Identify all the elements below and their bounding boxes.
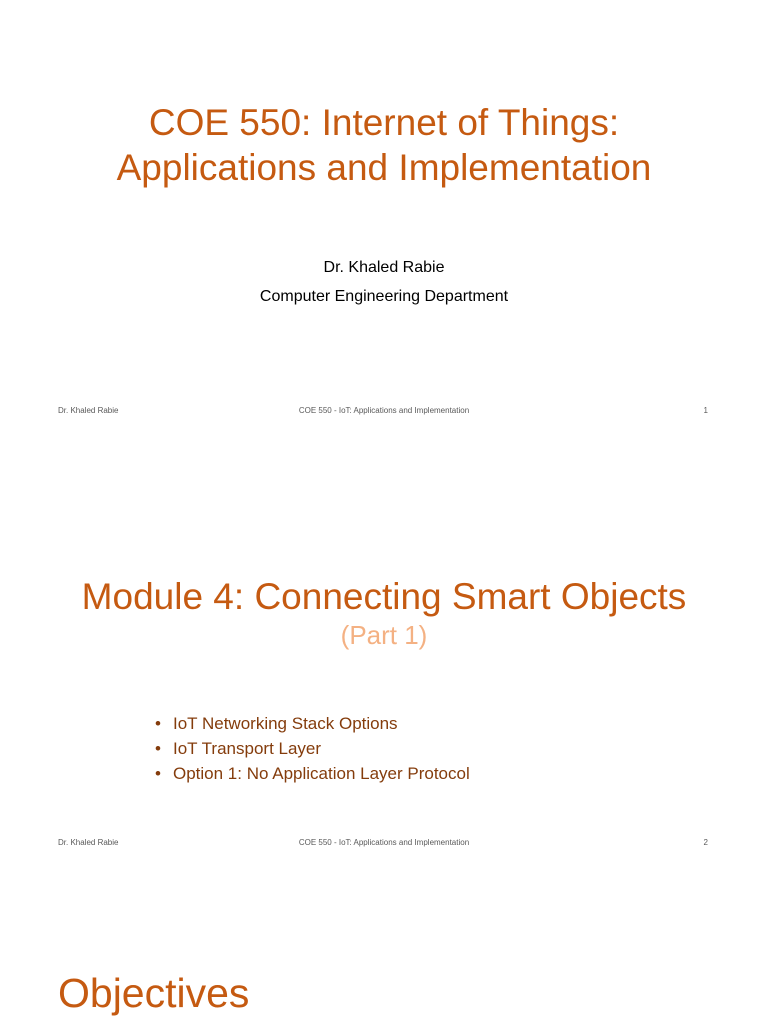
bullet-text: Option 1: No Application Layer Protocol — [173, 764, 470, 783]
author-name: Dr. Khaled Rabie — [323, 259, 445, 276]
department-name: Computer Engineering Department — [259, 288, 509, 305]
bullet-marker: • — [155, 764, 161, 783]
footer-page-number: 1 — [703, 406, 708, 415]
bullet-text: IoT Transport Layer — [173, 739, 322, 758]
slide-2-title: Module 4: Connecting Smart Objects — [81, 576, 687, 617]
footer-author: Dr. Khaled Rabie — [58, 406, 119, 415]
bullet-item — [155, 711, 470, 736]
slide-2 — [0, 432, 768, 864]
slide-1 — [0, 0, 768, 432]
slide-2-part-label: (Part 1) — [340, 620, 428, 650]
slide-3 — [0, 864, 768, 1024]
slide-1-title — [0, 100, 768, 190]
footer-page-number: 2 — [703, 838, 708, 847]
slide-1-title-line-2: Applications and Implementation — [116, 147, 652, 189]
slide-3-title: Objectives — [58, 970, 250, 1016]
slide-1-title-line-1: COE 550: Internet of Things: — [148, 102, 620, 143]
footer-course: COE 550 - IoT: Applications and Implementation — [298, 838, 470, 847]
slide-1-footer — [0, 406, 768, 418]
footer-author: Dr. Khaled Rabie — [58, 838, 119, 847]
bullet-marker: • — [155, 739, 161, 758]
bullet-item — [155, 761, 470, 786]
slide-2-footer — [0, 838, 768, 850]
bullet-marker: • — [155, 714, 161, 733]
slide-2-bullet-list — [155, 711, 470, 786]
bullet-item — [155, 736, 470, 761]
footer-course: COE 550 - IoT: Applications and Implementation — [298, 406, 470, 415]
slide-1-subtitle — [0, 253, 768, 311]
bullet-text: IoT Networking Stack Options — [173, 714, 398, 733]
